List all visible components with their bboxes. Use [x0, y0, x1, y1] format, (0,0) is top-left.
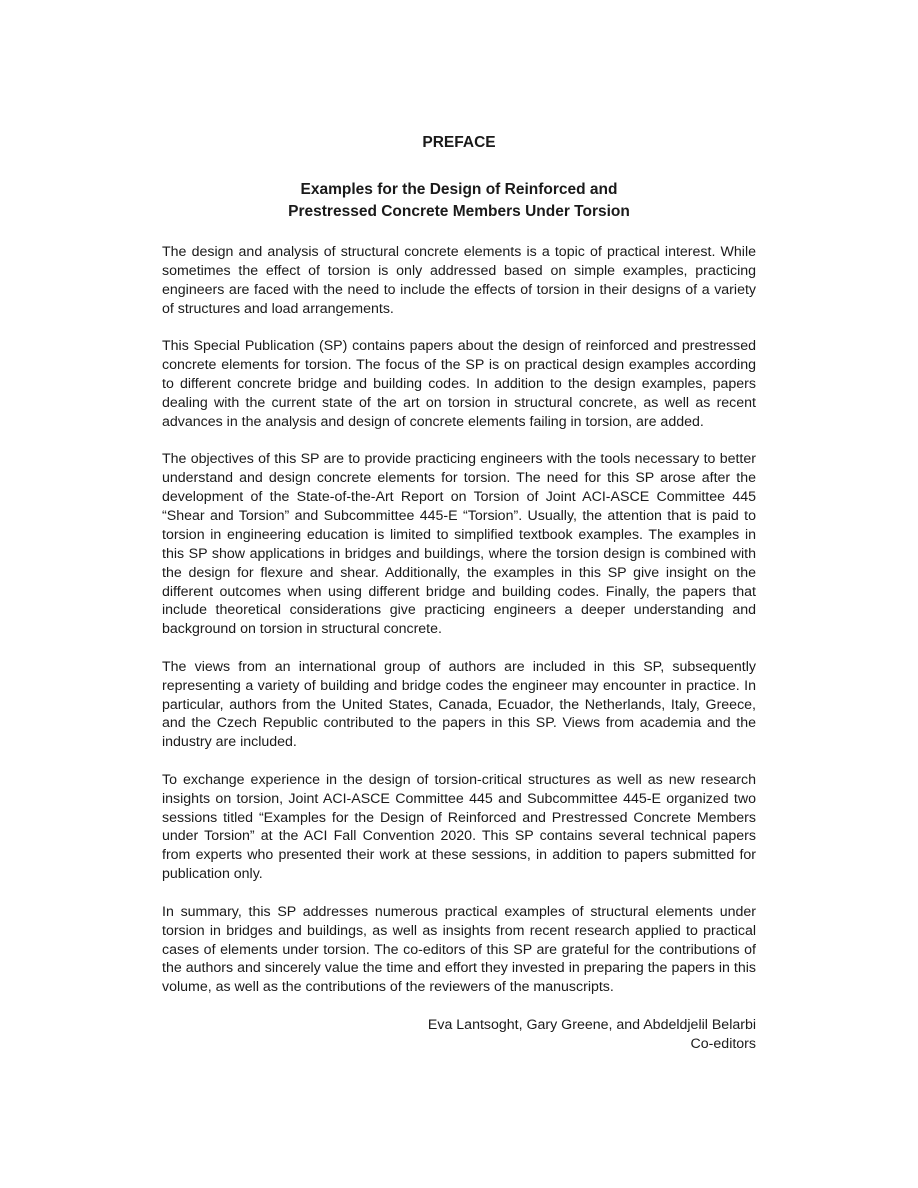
paragraph-2: This Special Publication (SP) contains papers about the design of reinforced and prestressed concrete elements for torsion. The focus of the SP is on practical design examples according to different concrete bridge and building codes. In addition to the design examples, papers dealing with the current state of the art on torsion in structural concrete, as well as recent advances in the analysis and design of concrete elements failing in torsion, are added. [162, 338, 756, 430]
paragraph-6: In summary, this SP addresses numerous practical examples of structural elements under torsion in bridges and buildings, as well as insights from recent research applied to practical cases of elements under torsion. The co-editors of this SP are grateful for the contributions of the authors and sincerely value the time and effort they invested in preparing the papers in this volume, as well as the contributions of the reviewers of the manuscripts. [162, 903, 756, 996]
signature-names: Eva Lantsoght, Gary Greene, and Abdeldjelil Belarbi [427, 1016, 756, 1033]
preface-page [162, 132, 756, 1054]
preface-body [162, 243, 756, 997]
title-line-1: Examples for the Design of Reinforced and [300, 181, 618, 198]
page-heading: PREFACE [422, 134, 496, 151]
paragraph-5: To exchange experience in the design of torsion-critical structures as well as new research insights on torsion, Joint ACI-ASCE Committee 445 and Subcommittee 445-E organized two sessions titled “Examples for the Design of Reinforced and Prestressed Concrete Members under Torsion” at the ACI Fall Convention 2020. This SP contains several technical papers from experts who presented their work at these sessions, in addition to papers submitted for publication only. [162, 771, 756, 883]
paragraph-3: The objectives of this SP are to provide practicing engineers with the tools necessary to better understand and design concrete elements for torsion. The need for this SP arose after the development of the State-of-the-Art Report on Torsion of Joint ACI-ASCE Committee 445 “Shear and Torsion” and Subcommittee 445-E “Torsion”. Usually, the attention that is paid to torsion in engineering education is limited to simplified textbook examples. The examples in this SP show applications in bridges and buildings, where the torsion design is combined with the design for flexure and shear. Additionally, the examples in this SP give insight on the different outcomes when using different bridge and building codes. Finally, the papers that include theoretical considerations give practicing engineers a deeper understanding and background on torsion in structural concrete. [162, 451, 756, 638]
signature-role: Co-editors [690, 1035, 756, 1052]
signature-block [162, 1016, 756, 1054]
title-line-2: Prestressed Concrete Members Under Torsion [288, 203, 630, 220]
paragraph-1: The design and analysis of structural concrete elements is a topic of practical interest. While sometimes the effect of torsion is only addressed based on simple examples, practicing engineers are faced with the need to include the effects of torsion in their designs of a variety of structures and load arrangements. [162, 244, 756, 317]
paragraph-4: The views from an international group of authors are included in this SP, subsequently representing a variety of building and bridge codes the engineer may encounter in practice. In particular, authors from the United States, Canada, Ecuador, the Netherlands, Italy, Greece, and the Czech Republic contributed to the papers in this SP. Views from academia and the industry are included. [162, 658, 756, 751]
document-title [162, 179, 756, 223]
